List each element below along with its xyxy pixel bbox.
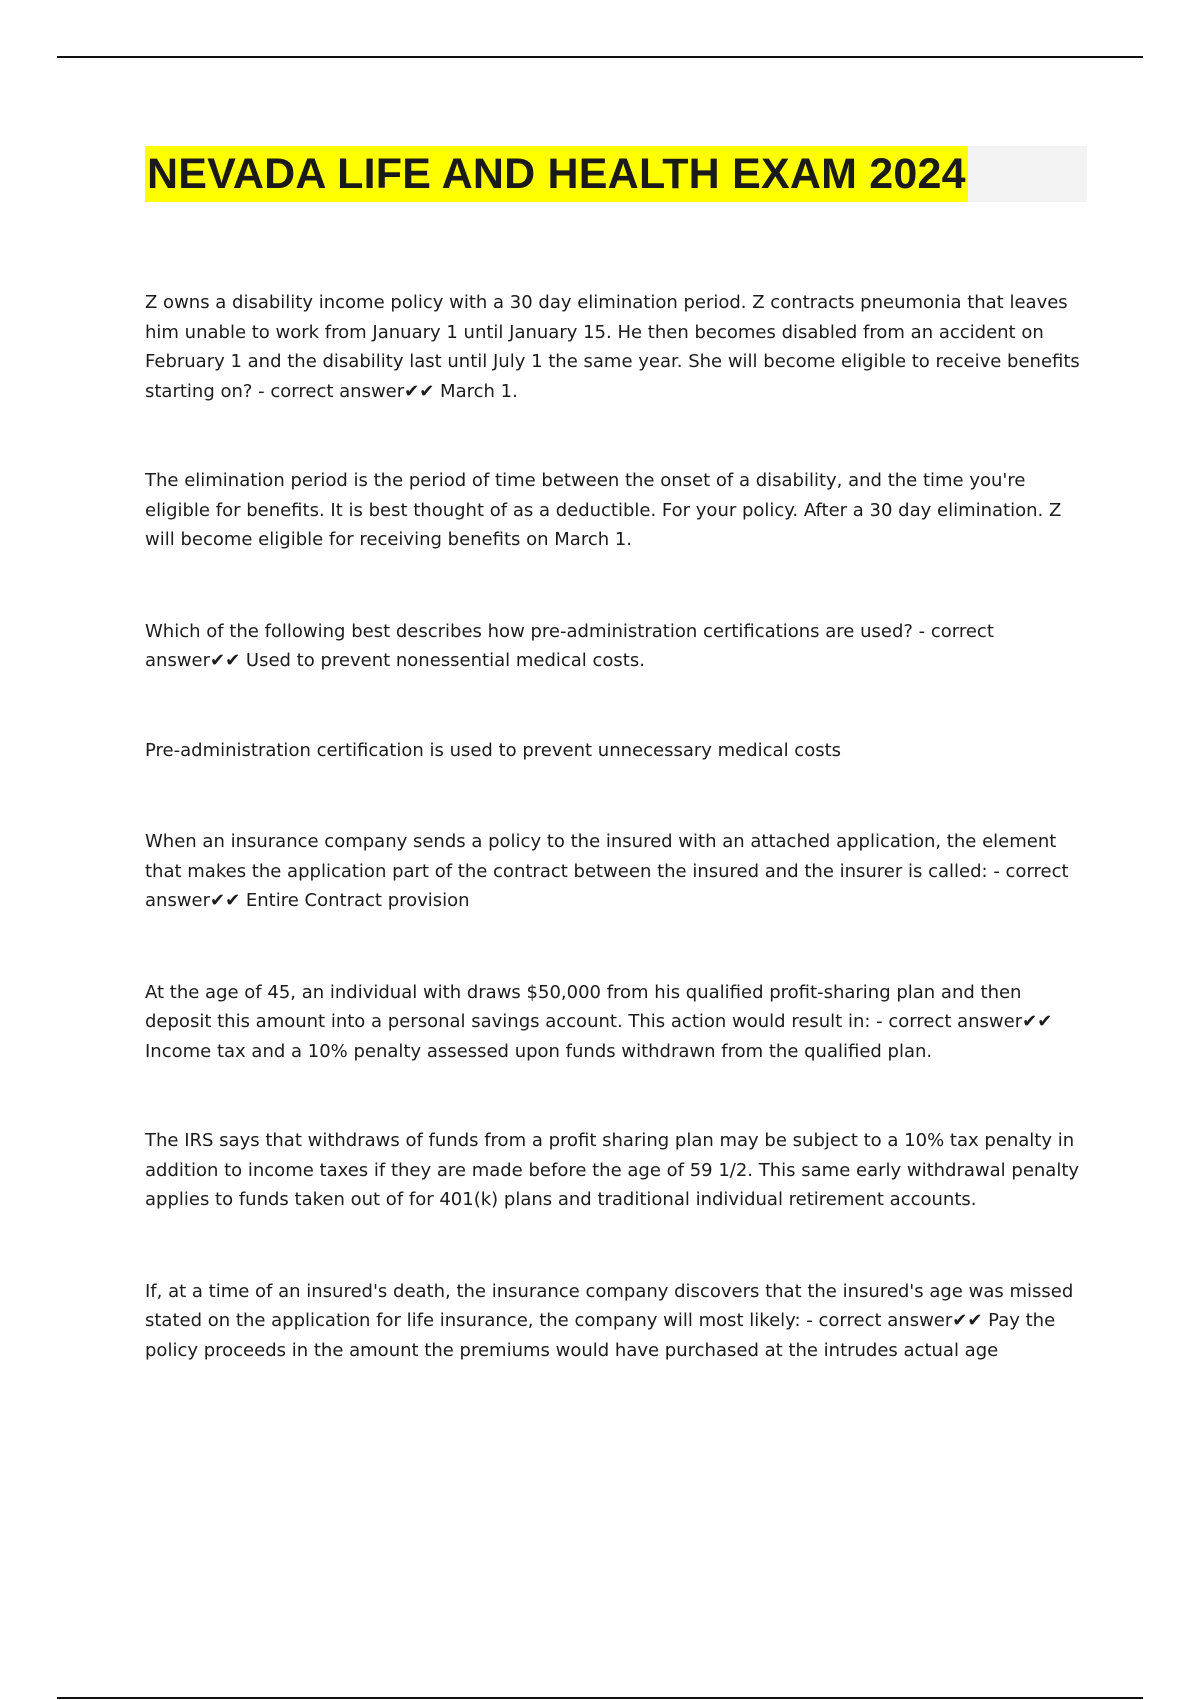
document-title: NEVADA LIFE AND HEALTH EXAM 2024 [145, 146, 968, 202]
question-2: Which of the following best describes how pre-administration certifications are used? - correct answer✔✔ Used to prevent nonessential medical costs. [145, 620, 994, 671]
explanation-4: The IRS says that withdraws of funds from a profit sharing plan may be subject to a 10% tax penalty in addition to income taxes if they are made before the age of 59 1/2. This same early withdrawal penalty applies to funds taken out of for 401(k) plans and traditional individual retirement accounts. [145, 1130, 1080, 1210]
question-1: Z owns a disability income policy with a 30 day elimination period. Z contracts pneumonia that leaves him unable to work from January 1 until January 15. He then becomes disabled from an accident on February 1 and the disability last until July 1 the same year. She will become eligible to receive benefits starting on? - correct answer✔✔ March 1. [145, 292, 1080, 402]
question-3: When an insurance company sends a policy to the insured with an attached application, the element that makes the application part of the contract between the insured and the insurer is called: - correct answer✔✔ Entire Contract provision [145, 831, 1069, 911]
question-4: At the age of 45, an individual with draws $50,000 from his qualified profit-sharing plan and then deposit this amount into a personal savings account. This action would result in: - correct answer✔✔ Income tax and a 10% penalty assessed upon funds withdrawn from the qualified plan. [145, 981, 1053, 1062]
question-5: If, at a time of an insured's death, the insurance company discovers that the insured's age was missed stated on the application for life insurance, the company will most likely: - correct answer✔✔ Pay the policy proceeds in the amount the premiums would have purchased at the intrudes actual age [145, 1280, 1074, 1361]
explanation-1: The elimination period is the period of time between the onset of a disability, and the time you're eligible for benefits. It is best thought of as a deductible. For your policy. After a 30 day elimination. Z will become eligible for receiving benefits on March 1. [145, 470, 1062, 550]
title-band [145, 146, 1087, 202]
explanation-2: Pre-administration certification is used to prevent unnecessary medical costs [145, 739, 842, 761]
footer-rule [57, 1697, 1143, 1699]
document-body [145, 288, 1085, 1365]
header-rule [57, 56, 1143, 58]
